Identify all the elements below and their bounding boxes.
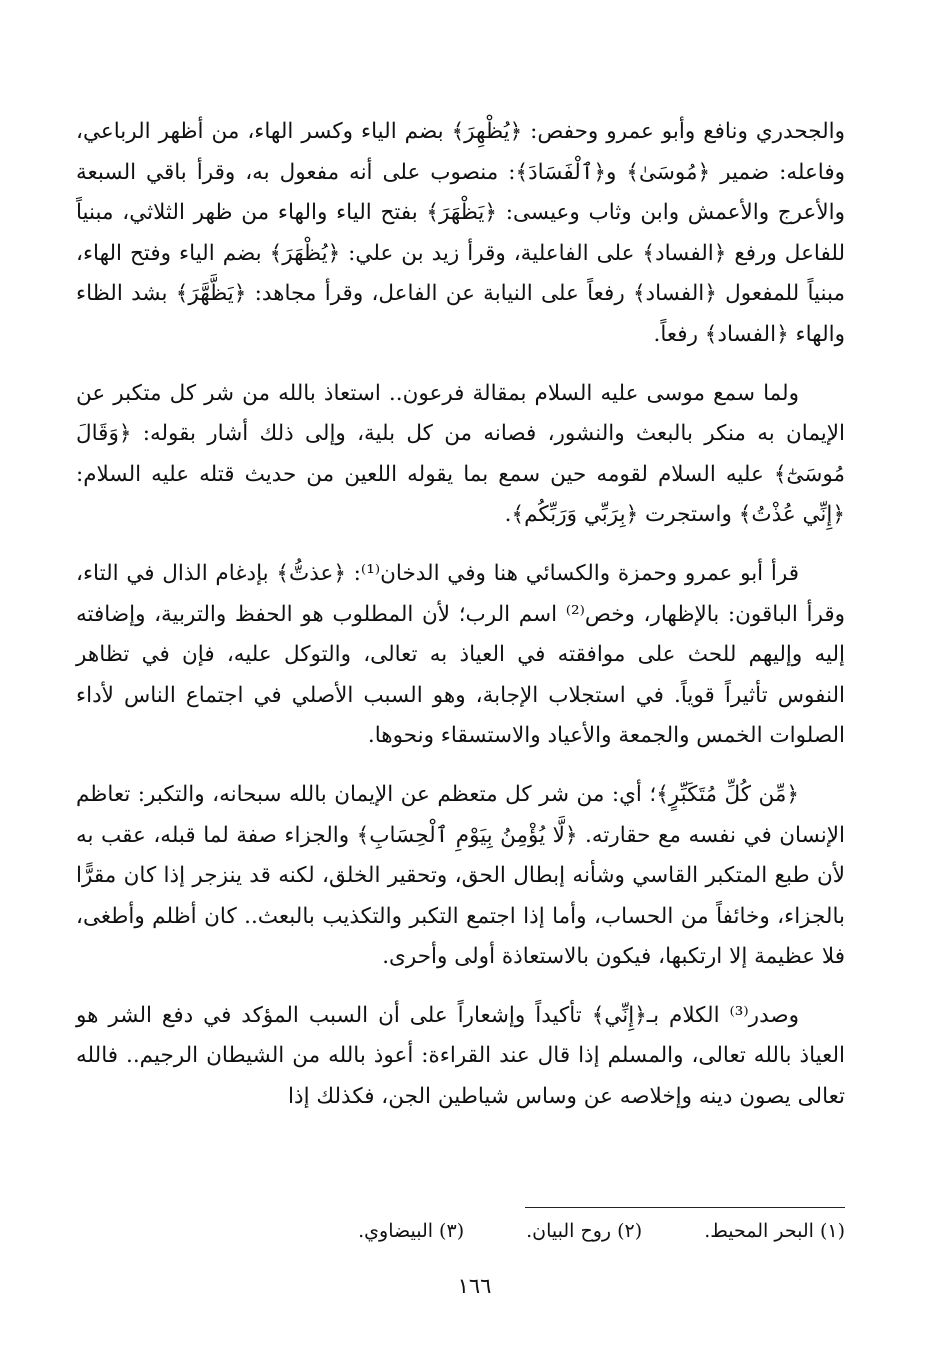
footnote-3: (٣) البيضاوي. — [358, 1220, 465, 1242]
footnote-2: (٢) روح البيان. — [526, 1220, 643, 1242]
body-text — [76, 112, 845, 1118]
paragraph-4: ﴿مِّن كُلِّ مُتَكَبِّرٍ﴾؛ أي: من شر كل متعظم عن الإيمان بالله سبحانه، والتكبر: تعاظم الإنسان في نفسه مع حقارته. ﴿لَّا يُؤْمِنُ بِيَوْمِ ٱلْحِسَابِ﴾ والجزاء صفة لما قبله، عقب به لأن طبع المتكبر القاسي وشأنه إبطال الحق، وتحقير الخلق، لكنه قد ينزجر إذا كان مقرًّا بالجزاء، وخائفاً من الحساب، وأما إذا اجتمع التكبر والتكذيب بالبعث.. كان أظلم وأطغى، فلا عظيمة إلا ارتكبها، فيكون بالاستعاذة أولى وأحرى. — [76, 781, 845, 970]
paragraph-5: وصدر⁽³⁾ الكلام بـ﴿إِنِّي﴾ تأكيداً وإشعاراً على أن السبب المؤكد في دفع الشر هو العياذ بالله تعالى، والمسلم إذا قال عند القراءة: أعوذ بالله من الشيطان الرجيم.. فالله تعالى يصون دينه وإخلاصه عن وساس شياطين الجن، فكذلك إذا — [76, 1002, 845, 1110]
paragraph-3: قرأ أبو عمرو وحمزة والكسائي هنا وفي الدخان⁽¹⁾: ﴿عذتُّ﴾ بإدغام الذال في التاء، وقرأ الباقون: بالإظهار، وخص⁽²⁾ اسم الرب؛ لأن المطلوب هو الحفظ والتربية، وإضافته إليه وإليهم للحث على موافقته في العياذ به تعالى، والتوكل عليه، فإن في تظاهر النفوس تأثيراً قوياً. في استجلاب الإجابة، وهو السبب الأصلي في اجتماع الناس لأداء الصلوات الخمس والجمعة والأعياد والاستسقاء ونحوها. — [76, 560, 845, 749]
paragraph-2: ولما سمع موسى عليه السلام بمقالة فرعون.. استعاذ بالله من شر كل متكبر عن الإيمان به منكر بالبعث والنشور، فصانه من كل بلية، وإلى ذلك أشار بقوله: ﴿وَقَالَ مُوسَىٰٓ﴾ عليه السلام لقومه حين سمع بما يقوله اللعين من حديث قتله عليه السلام: ﴿إِنِّي عُذْتُ﴾ واستجرت ﴿بِرَبِّي وَرَبِّكُم﴾. — [76, 380, 845, 528]
footnote-divider — [525, 1207, 845, 1208]
page-number: ١٦٦ — [457, 1274, 492, 1298]
footnote-1: (١) البحر المحيط. — [704, 1220, 845, 1242]
paragraph-1: والجحدري ونافع وأبو عمرو وحفص: ﴿يُظْهِرَ﴾ بضم الياء وكسر الهاء، من أظهر الرباعي، وفاعله: ضمير ﴿مُوسَىٰ﴾ و﴿ٱلْفَسَادَ﴾: منصوب على أنه مفعول به، وقرأ باقي السبعة والأعرج والأعمش وابن وثاب وعيسى: ﴿يَظْهَرَ﴾ بفتح الياء والهاء من ظهر الثلاثي، مبنياً للفاعل ورفع ﴿الفساد﴾ على الفاعلية، وقرأ زيد بن علي: ﴿يُظْهَرَ﴾ بضم الياء وفتح الهاء، مبنياً للمفعول ﴿الفساد﴾ رفعاً على النيابة عن الفاعل، وقرأ مجاهد: ﴿يَظَّهَّرَ﴾ بشد الظاء والهاء ﴿الفساد﴾ رفعاً. — [76, 119, 845, 347]
footnotes — [358, 1220, 845, 1242]
